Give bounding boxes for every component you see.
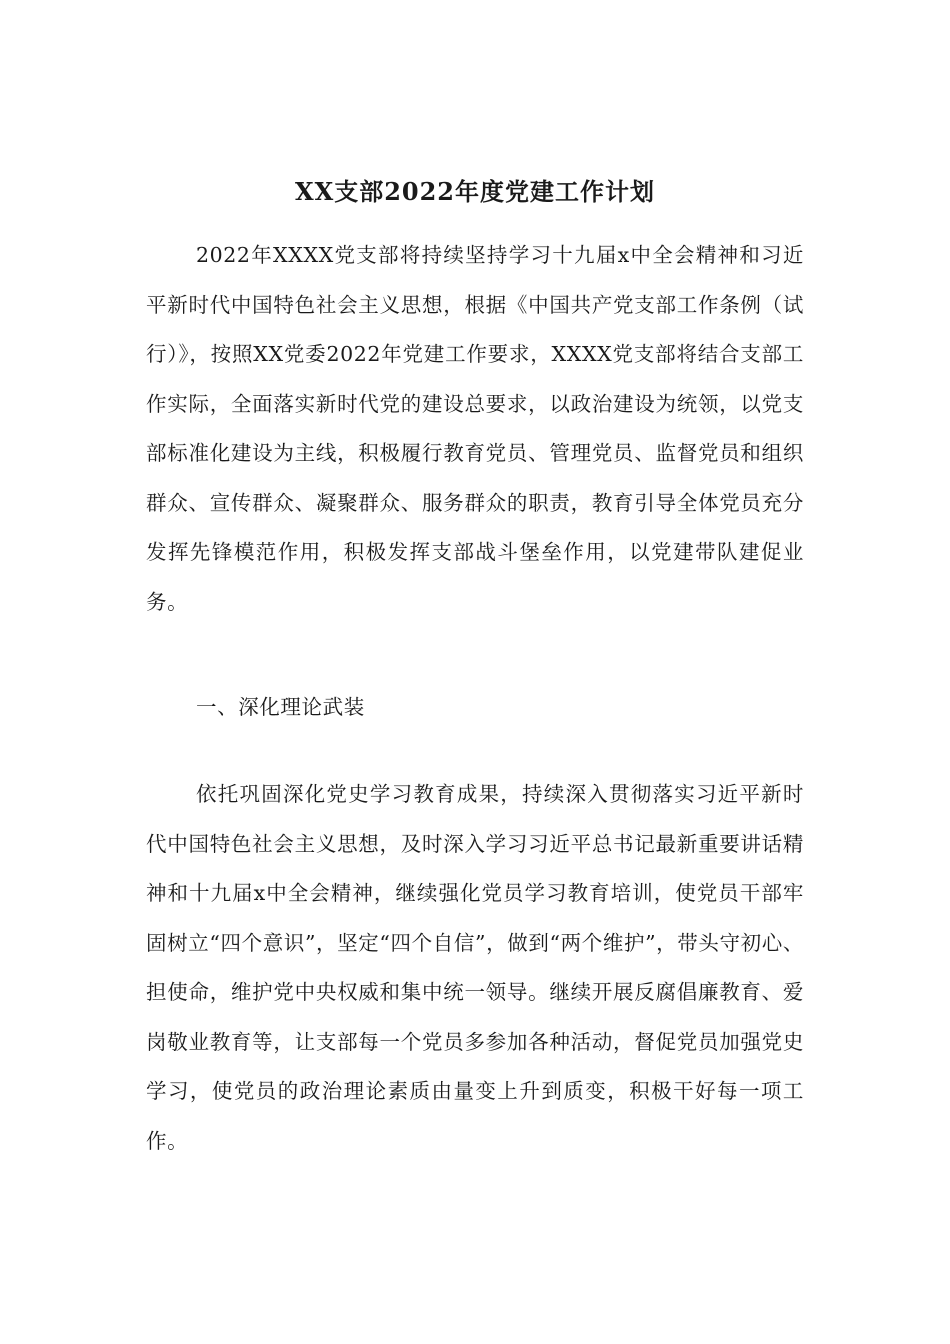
section-paragraph: 依托巩固深化党史学习教育成果，持续深入贯彻落实习近平新时代中国特色社会主义思想，及时深入学习习近平总书记最新重要讲话精神和十九届x中全会精神，继续强化党员学习教育培训，使党员干部牢固树立“四个意识”，坚定“四个自信”，做到“两个维护”，带头守初心、担使命，维护党中央权威和集中统一领导。继续开展反腐倡廉教育、爱岗敬业教育等，让支部每一个党员多参加各种活动，督促党员加强党史学习，使党员的政治理论素质由量变上升到质变，积极干好每一项工作。: [146, 782, 804, 1153]
document-title: XX支部2022年度党建工作计划: [294, 177, 656, 206]
section-heading: 一、深化理论武装: [196, 695, 365, 719]
intro-paragraph: 2022年XXXX党支部将持续坚持学习十九届x中全会精神和习近平新时代中国特色社会主义思想，根据《中国共产党支部工作条例（试行）》，按照XX党委2022年党建工作要求，XXXX党支部将结合支部工作实际，全面落实新时代党的建设总要求，以政治建设为统领，以党支部标准化建设为主线，积极履行教育党员、管理党员、监督党员和组织群众、宣传群众、凝聚群众、服务群众的职责，教育引导全体党员充分发挥先锋模范作用，积极发挥支部战斗堡垒作用，以党建带队建促业务。: [146, 243, 804, 614]
